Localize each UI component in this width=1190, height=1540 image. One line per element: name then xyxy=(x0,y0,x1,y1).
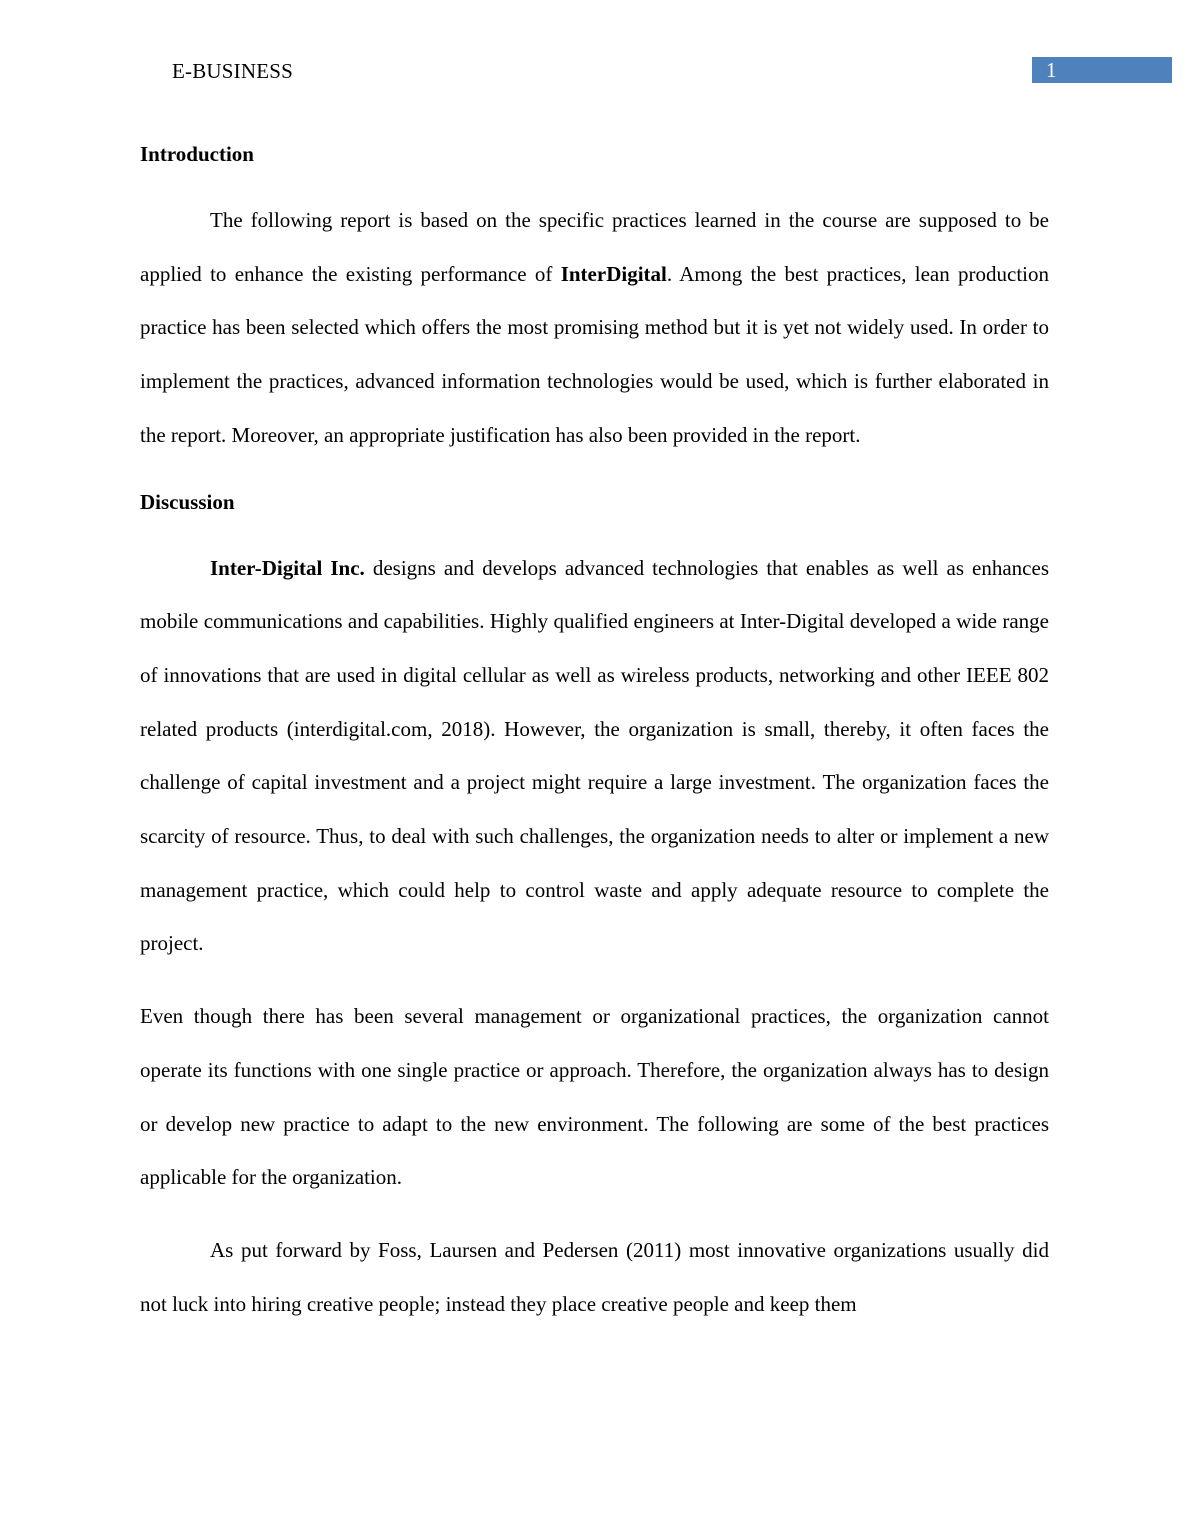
section-heading-introduction: Introduction xyxy=(140,142,254,166)
company-name-inc-bold: Inter-Digital Inc. xyxy=(210,555,365,580)
running-header-title: E-BUSINESS xyxy=(172,59,294,83)
intro-text-end: . Among the best practices, lean production practice has been selected which offers the most promising method but it is yet not widely used. In order to implement the practices, advanced information technologies would be used, which is further elaborated in the report. Moreover, an appropriate justification has also been provided in the report. xyxy=(140,261,1049,447)
discussion-paragraph-2: Even though there has been several management or organizational practices, the organization cannot operate its functions with one single practice or approach. Therefore, the organization always has to design or develop new practice to adapt to the new environment. The following are some of the best practices applicable for the organization. xyxy=(140,1004,1049,1190)
discussion-paragraph-1-text: designs and develops advanced technologies that enables as well as enhances mobile communications and capabilities. Highly qualified engineers at Inter-Digital developed a wide range of innovations that are used in digital cellular as well as wireless products, networking and other IEEE 802 related products (interdigital.com, 2018). However, the organization is small, thereby, it often faces the challenge of capital investment and a project might require a large investment. The organization faces the scarcity of resource. Thus, to deal with such challenges, the organization needs to alter or implement a new management practice, which could help to control waste and apply adequate resource to complete the project. xyxy=(140,555,1049,956)
section-heading-discussion: Discussion xyxy=(140,489,235,514)
discussion-paragraph-3: As put forward by Foss, Laursen and Pedersen (2011) most innovative organizations usually did not luck into hiring creative people; instead they place creative people and keep them xyxy=(140,1237,1049,1316)
page-number-bar xyxy=(1032,57,1172,83)
intro-paragraph xyxy=(140,194,1049,463)
document-body xyxy=(140,134,1049,1350)
discussion-paragraph-1 xyxy=(140,542,1049,972)
page-number: 1 xyxy=(1046,58,1057,82)
intro-text-start: The following report is based on the specific practices learned in the course are supposed to be applied to enhance the existing performance of xyxy=(140,208,1049,286)
company-name-bold: InterDigital xyxy=(560,261,667,286)
